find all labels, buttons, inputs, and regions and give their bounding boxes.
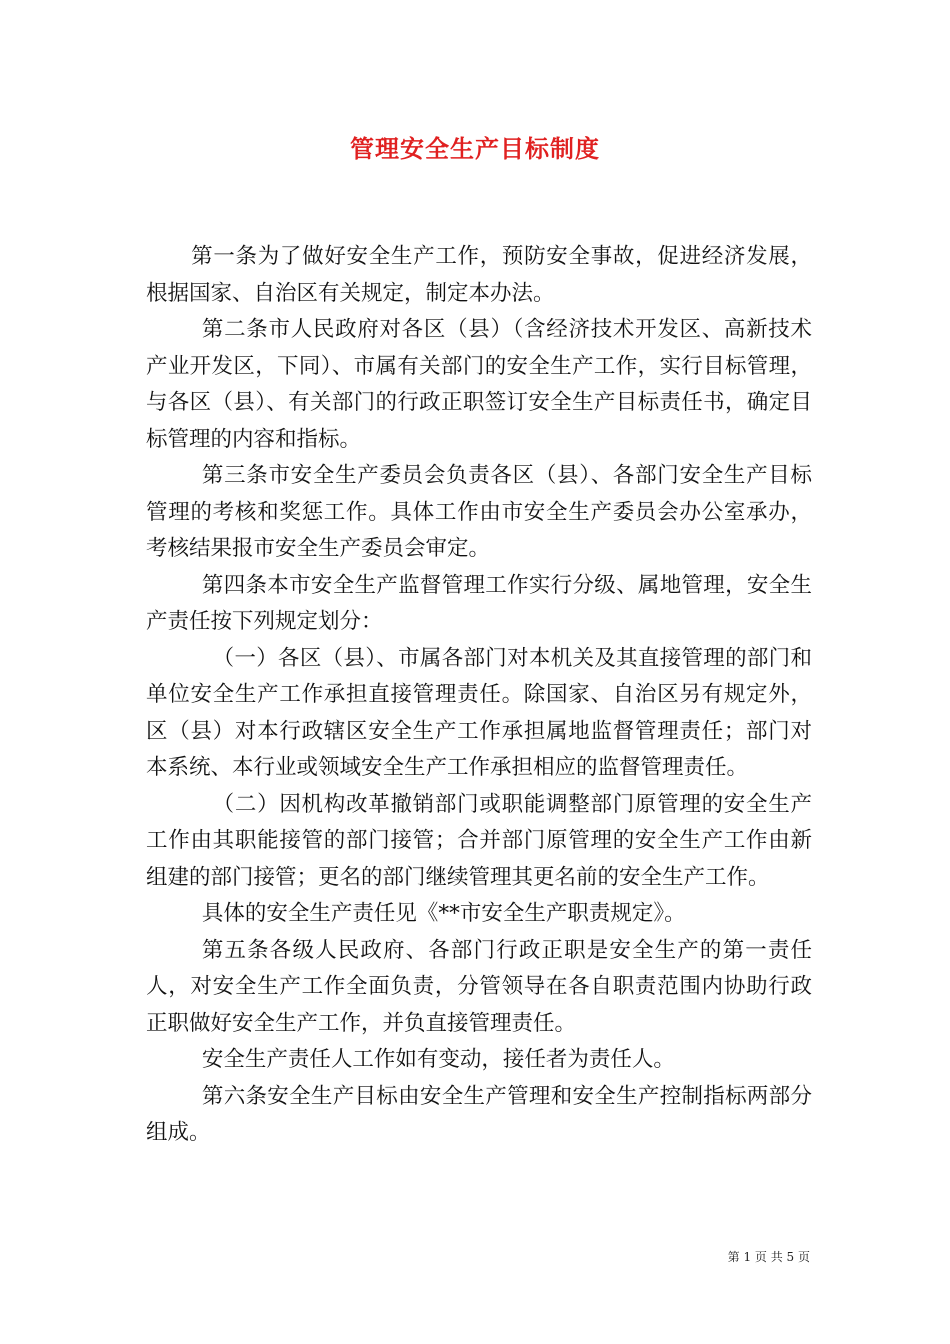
paragraph-article-1: 第一条为了做好安全生产工作，预防安全事故，促进经济发展，根据国家、自治区有关规定，制定本办法。: [146, 244, 812, 306]
paragraph-article-4: 第四条本市安全生产监督管理工作实行分级、属地管理，安全生产责任按下列规定划分：: [146, 572, 812, 634]
paragraph-responsibility-change: 安全生产责任人工作如有变动，接任者为责任人。: [201, 1047, 675, 1072]
paragraph-article-3: 第三条市安全生产委员会负责各区（县）、各部门安全生产目标管理的考核和奖惩工作。具体工作由市安全生产委员会办公室承办，考核结果报市安全生产委员会审定。: [146, 463, 812, 561]
page-number: 第 1 页 共 5 页: [727, 1250, 810, 1264]
document-title: 管理安全生产目标制度: [350, 134, 600, 163]
paragraph-responsibility-reference: 具体的安全生产责任见《**市安全生产职责规定》。: [201, 901, 686, 926]
paragraph-article-4-item-2: （二）因机构改革撤销部门或职能调整部门原管理的安全生产工作由其职能接管的部门接管；合并部门原管理的安全生产工作由新组建的部门接管；更名的部门继续管理其更名前的安全生产工作。: [146, 791, 812, 890]
paragraph-article-2: 第二条市人民政府对各区（县）（含经济技术开发区、高新技术产业开发区，下同）、市属有关部门的安全生产工作，实行目标管理，与各区（县）、有关部门的行政正职签订安全生产目标责任书，确定目标管理的内容和指标。: [146, 317, 812, 452]
document-body: [146, 239, 812, 1152]
paragraph-article-4-item-1: （一）各区（县）、市属各部门对本机关及其直接管理的部门和单位安全生产工作承担直接管理责任。除国家、自治区另有规定外，区（县）对本行政辖区安全生产工作承担属地监督管理责任；部门对本系统、本行业或领域安全生产工作承担相应的监督管理责任。: [146, 645, 812, 780]
paragraph-article-5: 第五条各级人民政府、各部门行政正职是安全生产的第一责任人，对安全生产工作全面负责，分管领导在各自职责范围内协助行政正职做好安全生产工作，并负直接管理责任。: [146, 937, 812, 1036]
paragraph-article-6: 第六条安全生产目标由安全生产管理和安全生产控制指标两部分组成。: [146, 1083, 812, 1145]
